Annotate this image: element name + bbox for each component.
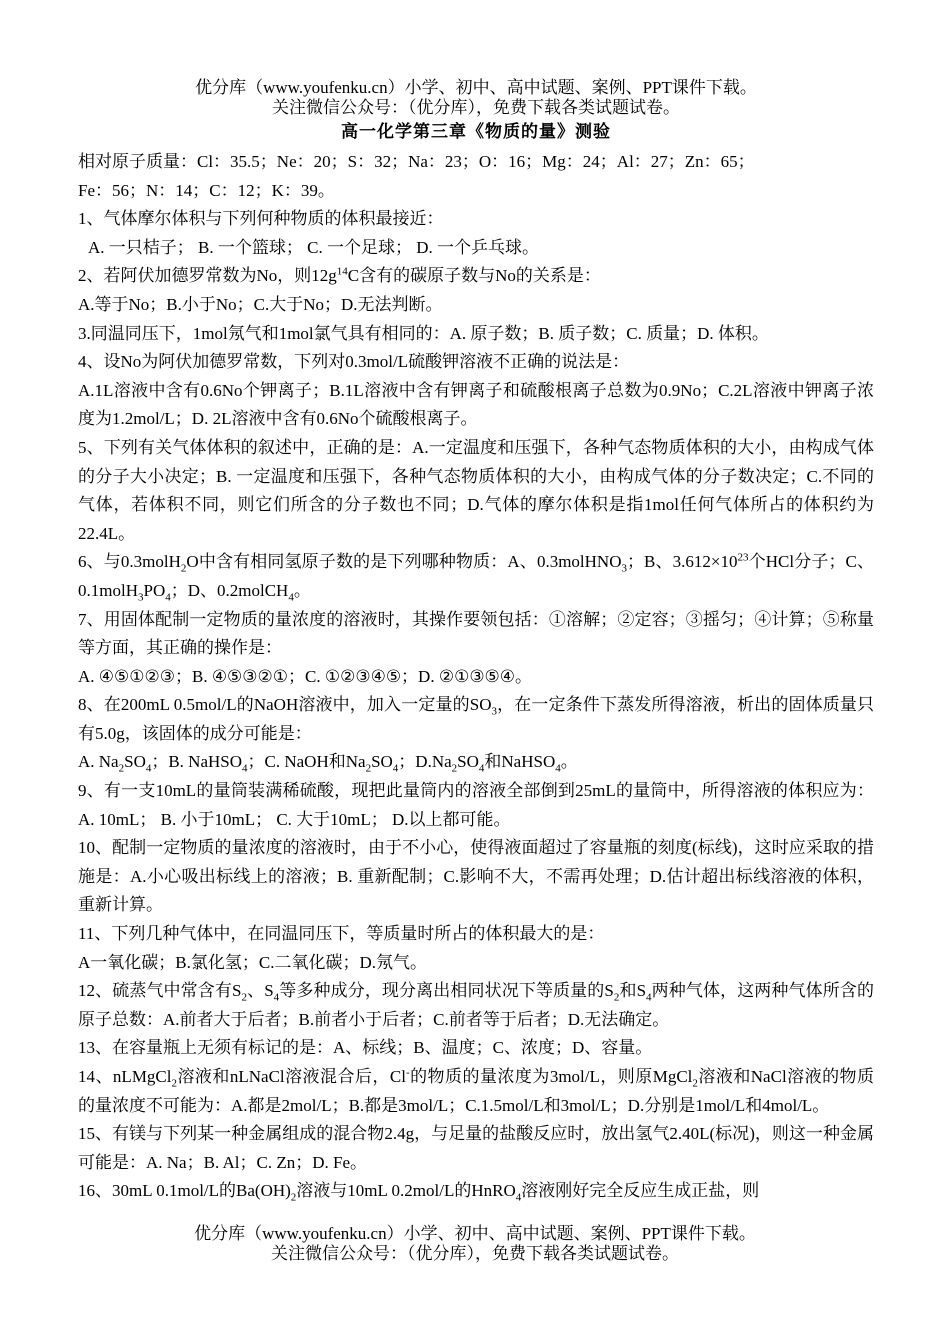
- question-8-stem: 8、在200mL 0.5mol/L的NaOH溶液中，加入一定量的$SO_3$，在一定条件下蒸发所得溶液，析出的固体质量只有5.0g，该固体的成分可能是：: [78, 695, 875, 743]
- footer-line-1: 优分库（www.youfenku.cn）小学、初中、高中试题、案例、PPT课件下载。: [194, 1224, 756, 1243]
- question-11-options: A一氧化碳；B.氯化氢；C.二氧化碳；D.氖气。: [78, 952, 427, 972]
- question-16: 16、30mL 0.1mol/L的$Ba(OH)_2$溶液与10mL 0.2mol/L的HnRO$_4$溶液刚好完全反应生成正盐，则: [78, 1181, 760, 1204]
- question-7-stem: 7、用固体配制一定物质的量浓度的溶液时，其操作要领包括：①溶解；②定容；③摇匀；④计算；⑤称量等方面，其正确的操作是：: [78, 609, 874, 658]
- header-line-2: 关注微信公众号：（优分库），免费下载各类试题试卷。: [272, 98, 680, 117]
- question-11-stem: 11、下列几种气体中，在同温同压下，等质量时所占的体积最大的是：: [78, 924, 605, 944]
- question-2-options: A.等于No；B.小于No；C.大于No；D.无法判断。: [78, 294, 443, 314]
- question-14: 14、nLMgCl$_2$溶液和nLNaCl溶液混合后，Cl-的物质的量浓度为3mol/L，则原MgCl$_2$溶液和NaCl溶液的物质的量浓度不可能为：A.都是2mol/L；B.都是3mol/L；C.1.5mol/L和3mol/L；D.分别是1mol/L和4mol/L。: [78, 1066, 874, 1115]
- question-15: 15、有镁与下列某一种金属组成的混合物2.4g，与足量的盐酸反应时，放出氢气2.40L(标况)，则这一种金属可能是：A. Na；B. Al；C. Zn；D. Fe。: [78, 1124, 874, 1172]
- question-10: 10、配制一定物质的量浓度的溶液时，由于不小心，使得液面超过了容量瓶的刻度(标线)，这时应采取的措施是：A.小心吸出标线上的溶液；B. 重新配制；C.影响不大，不需再处理；D.估计超出标线溶液的体积，重新计算。: [78, 838, 874, 915]
- question-5: 5、下列有关气体体积的叙述中，正确的是：A.一定温度和压强下，各种气态物质体积的大小，由构成气体的分子大小决定；B. 一定温度和压强下，各种气态物质体积的大小，由构成气体的分子数决定；C.不同的气体，若体积不同，则它们所含的分子数也不同；D.气体的摩尔体积是指1mol任何气体所占的体积约为22.4L。: [78, 437, 874, 543]
- question-2-stem: 2、若阿伏加德罗常数为No，则$12g^{14}C$含有的碳原子数与No的关系是：: [78, 265, 601, 286]
- question-1-stem: 1、气体摩尔体积与下列何种物质的体积最接近：: [78, 209, 444, 229]
- footer-banner: [0, 1224, 950, 1264]
- document-title: 高一化学第三章《物质的量》测验: [341, 122, 611, 141]
- header-line-1: 优分库（www.youfenku.cn）小学、初中、高中试题、案例、PPT课件下载。: [195, 78, 757, 97]
- question-8-options: A. $Na_2SO_4$；B. NaHSO$_4$；C. NaOH和$Na_2SO_4$；$D.Na_2SO_4$和NaHSO$_4$。: [78, 752, 578, 775]
- question-4-stem: 4、设No为阿伏加德罗常数，下列对0.3mol/L硫酸钾溶液不正确的说法是：: [78, 352, 630, 372]
- footer-line-2: 关注微信公众号：（优分库），免费下载各类试题试卷。: [271, 1244, 679, 1263]
- atomic-masses-line-2: Fe：56；N：14；C：12；K：39。: [78, 180, 335, 200]
- question-9: 9、有一支10mL的量筒装满稀硫酸，现把此量筒内的溶液全部倒到25mL的量筒中，所得溶液的体积应为： A. 10mL； B. 小于10mL； C. 大于10mL； D.以上都可能。: [78, 781, 874, 829]
- question-13: 13、在容量瓶上无须有标记的是：A、标线；B、温度；C、浓度；D、容量。: [78, 1038, 653, 1058]
- document-body: [78, 148, 874, 1206]
- header-banner: [78, 78, 874, 118]
- question-3: 3.同温同压下，1mol氖气和1mol氯气具有相同的：A. 原子数；B. 质子数；C. 质量；D. 体积。: [78, 323, 769, 343]
- document-page: [78, 0, 874, 1206]
- question-12: 12、硫蒸气中常含有$S_2$、$S_4$等多种成分，现分离出相同状况下等质量的$S_2$和$S_4$两种气体，这两种气体所含的原子总数：A.前者大于后者；B.前者小于后者；C.前者等于后者；D.无法确定。: [78, 981, 874, 1029]
- question-6: 6、与0.3molH$_2$O中含有相同氢原子数的是下列哪种物质：A、0.3molHNO$_3$；B、$3.612\times 10^{23}$个HCl分子；C、$0.1molH_3PO_4$；D、0.2molCH$_4$。: [78, 551, 874, 604]
- question-1-options: A. 一只桔子； B. 一个篮球； C. 一个足球； D. 一个乒乓球。: [88, 237, 539, 257]
- question-4-options: A.1L溶液中含有0.6No个钾离子；B.1L溶液中含有钾离子和硫酸根离子总数为0.9No；C.2L溶液中钾离子浓度为1.2mol/L；D. 2L溶液中含有0.6No个硫酸根离子。: [78, 380, 874, 429]
- atomic-masses-line-1: 相对原子质量：Cl：35.5；Ne：20；S：32；Na：23；O：16；Mg：24；Al：27；Zn：65；: [78, 152, 755, 171]
- question-7-options: A. ④⑤①②③；B. ④⑤③②①；C. ①②③④⑤；D. ②①③⑤④。: [78, 666, 533, 686]
